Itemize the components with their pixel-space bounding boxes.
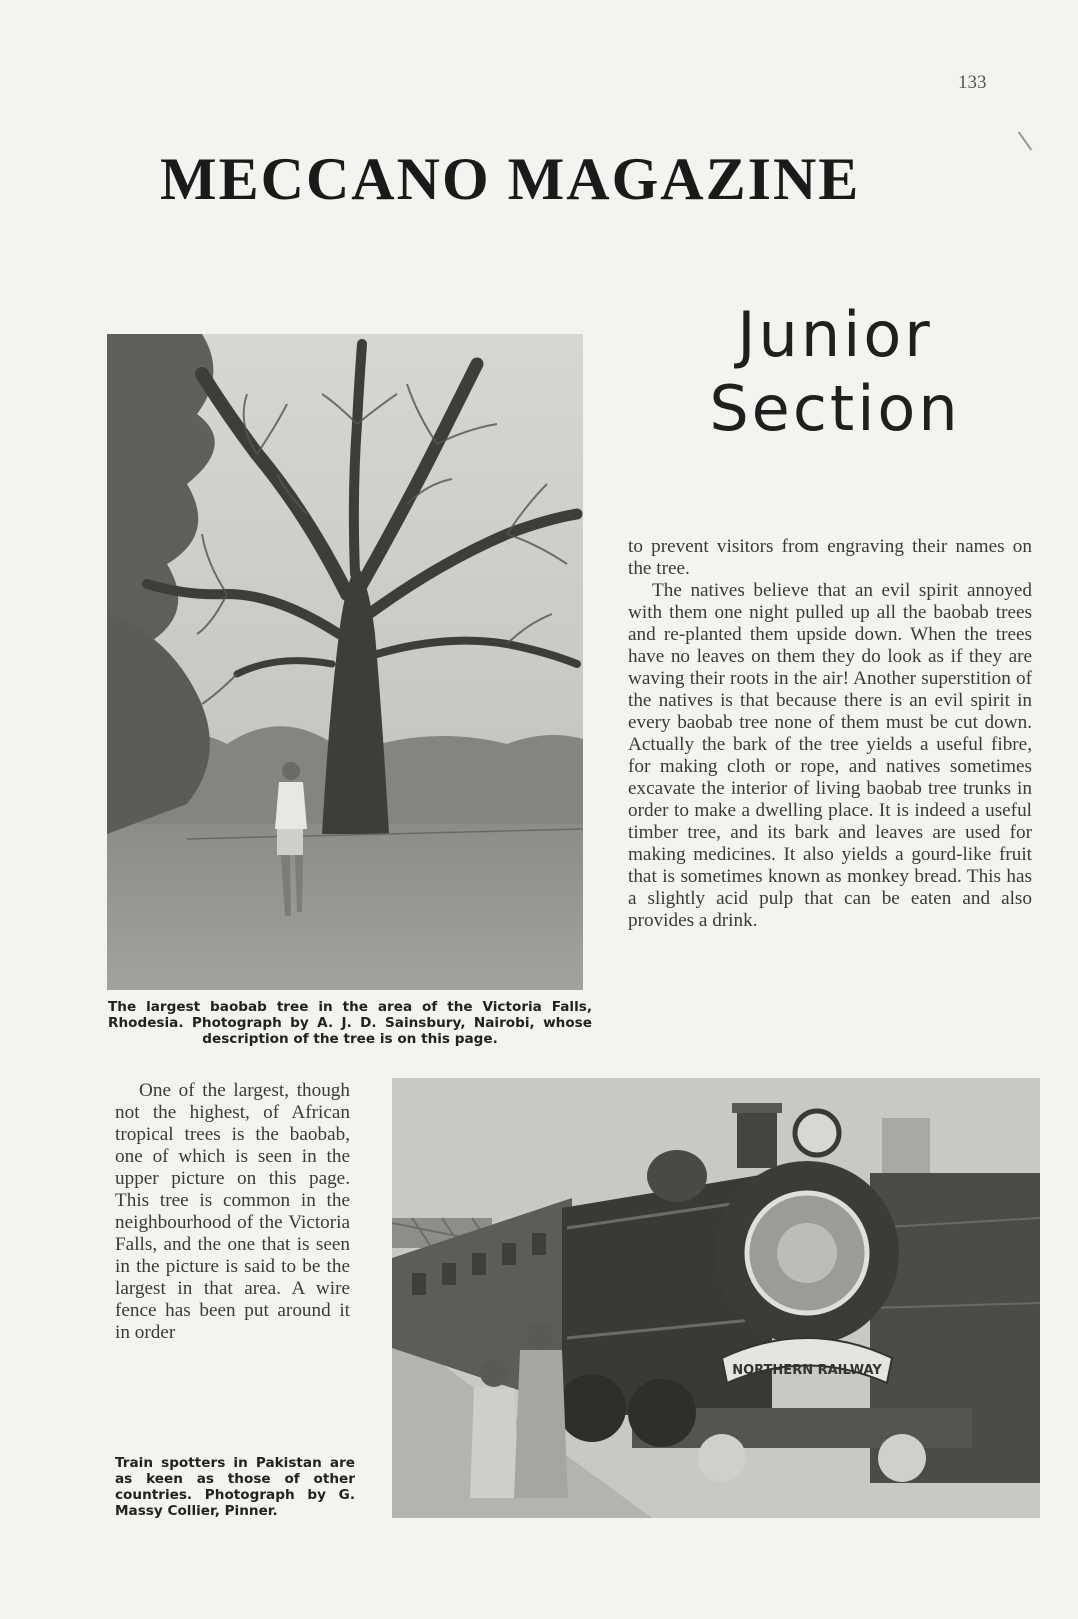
baobab-tree-illustration [107, 334, 583, 990]
article-left-column [115, 1080, 350, 1344]
article-paragraph: One of the largest, though not the highest, of African tropical trees is the baobab, one of which is seen in the upper picture on this page. This tree is common in the neighbourhood of the Victoria Falls, and the one that is seen in the picture is said to be the largest in that area. A wire fence has been put around it in order [115, 1080, 350, 1343]
locomotive-nameplate: NORTHERN RAILWAY [732, 1363, 882, 1378]
section-title [690, 298, 980, 446]
page-number: 133 [958, 72, 987, 93]
print-mark [1018, 131, 1032, 150]
article-right-column [628, 536, 1032, 932]
baobab-tree-photo [107, 334, 583, 990]
train-photo-caption: Train spotters in Pakistan are as keen as those of other countries. Photograph by G. Massy Collier, Pinner. [115, 1455, 355, 1519]
masthead: MECCANO MAGAZINE [160, 146, 861, 212]
article-paragraph: to prevent visitors from engraving their names on the tree. [628, 536, 1032, 579]
locomotive-illustration [392, 1078, 1040, 1518]
section-title-line-1: Junior [737, 298, 933, 371]
locomotive-photo [392, 1078, 1040, 1518]
article-paragraph: The natives believe that an evil spirit annoyed with them one night pulled up all the baobab trees and re-planted them upside down. When the trees have no leaves on them they do look as if they are waving their roots in the air! Another superstition of the natives is that because there is an evil spirit in every baobab tree none of them must be cut down. Actually the bark of the tree yields a useful fibre, for making cloth or rope, and natives sometimes excavate the interior of living baobab tree trunks in order to make a dwelling place. It is indeed a useful timber tree, and its bark and leaves are used for making medicines. It also yields a gourd-like fruit that is sometimes known as monkey bread. This has a slightly acid pulp that can be eaten and also provides a drink. [628, 580, 1032, 931]
tree-photo-caption: The largest baobab tree in the area of the Victoria Falls, Rhodesia. Photograph by A. J. D. Sainsbury, Nairobi, whose description of the tree is on this page. [108, 999, 592, 1047]
section-title-line-2: Section [709, 372, 961, 445]
